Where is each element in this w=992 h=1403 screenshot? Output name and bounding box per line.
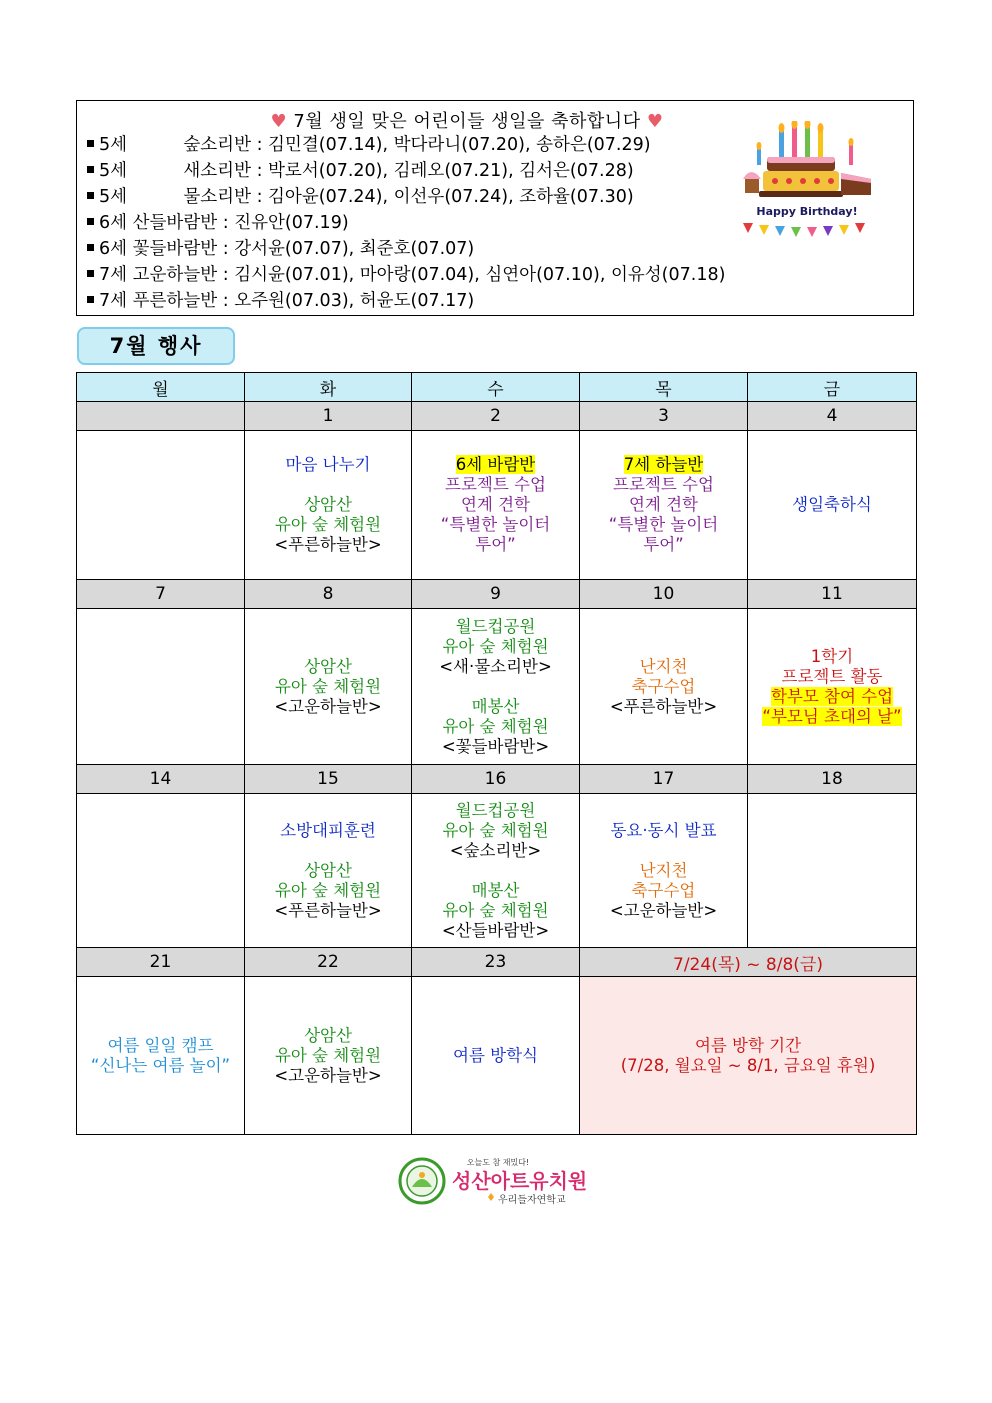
- event-text: 유아 숲 체험원: [274, 515, 382, 534]
- event-text: 프로젝트 활동: [781, 666, 883, 686]
- age: 6세: [99, 213, 128, 233]
- event-cell: [77, 609, 245, 765]
- date-row: [77, 580, 917, 609]
- section-title: 7월 행사: [77, 327, 235, 365]
- kindergarten-logo: [398, 1153, 610, 1209]
- weekday-fri: 금: [748, 373, 917, 402]
- vacation-range: 7/24(목) ~ 8/8(금): [580, 948, 917, 977]
- event-text: “부모님 초대의 날”: [762, 706, 902, 726]
- date-cell: 11: [748, 580, 917, 609]
- event-text: 상암산: [304, 1025, 352, 1045]
- event-text: 여름 방학 기간: [694, 1035, 802, 1055]
- birthday-box: [76, 100, 914, 316]
- date-cell: 10: [580, 580, 748, 609]
- event-calendar: [76, 372, 917, 1135]
- date-row: [77, 402, 917, 431]
- logo-slogan: 오늘도 참 재밌다!: [466, 1158, 530, 1167]
- event-text: 생일축하식: [792, 495, 872, 514]
- event-cell: [580, 794, 748, 948]
- event-cell: [77, 977, 245, 1135]
- event-cell: [77, 431, 245, 580]
- event-text: 6세 바람반: [455, 455, 536, 474]
- event-text: 7세 하늘반: [623, 455, 704, 474]
- class-name: 꽃들바람반: [132, 239, 218, 259]
- event-cell: [412, 794, 580, 948]
- bullet-icon: [87, 244, 94, 251]
- weekday-wed: 수: [412, 373, 580, 402]
- event-class: <숲소리반>: [449, 840, 542, 860]
- event-class: <고운하늘반>: [609, 900, 718, 920]
- event-cell: [748, 609, 917, 765]
- birthday-list: [87, 132, 725, 314]
- event-row: [77, 431, 917, 580]
- date-cell: 14: [77, 765, 245, 794]
- heart-icon: ♥: [646, 111, 664, 132]
- logo-name: 성산아트유치원: [452, 1169, 588, 1193]
- event-row: [77, 977, 917, 1135]
- weekday-mon: 월: [77, 373, 245, 402]
- date-cell: 4: [748, 402, 917, 431]
- event-cell: [412, 977, 580, 1135]
- event-class: <푸른하늘반>: [609, 696, 718, 716]
- weekday-tue: 화: [245, 373, 412, 402]
- event-text: 소방대피훈련: [280, 820, 376, 840]
- date-cell: 17: [580, 765, 748, 794]
- event-text: 투어”: [643, 535, 684, 554]
- names: 김민결(07.14), 박다라니(07.20), 송하은(07.29): [268, 135, 651, 155]
- event-text: 마음 나누기: [285, 455, 371, 474]
- event-cell: [245, 431, 412, 580]
- event-cell: [580, 609, 748, 765]
- event-text: 유아 숲 체험원: [274, 676, 382, 696]
- event-text: 연계 견학: [628, 495, 698, 514]
- event-class: <푸른하늘반>: [274, 900, 382, 920]
- event-cell: [580, 431, 748, 580]
- event-class: <고운하늘반>: [274, 1065, 382, 1085]
- logo-sub: 우리들자연학교: [498, 1195, 566, 1206]
- birthday-row: 7세 푸른하늘반 : 오주원(07.03), 허윤도(07.17): [87, 288, 725, 314]
- birthday-cake-icon: [737, 121, 877, 241]
- date-cell: 3: [580, 402, 748, 431]
- heart-icon: ♥: [270, 111, 288, 132]
- event-text: 유아 숲 체험원: [442, 636, 549, 656]
- event-text: 학부모 참여 수업: [770, 686, 894, 706]
- bullet-icon: [87, 192, 94, 199]
- event-row: [77, 794, 917, 948]
- event-text: (7/28, 월요일 ~ 8/1, 금요일 휴원): [620, 1055, 876, 1075]
- event-row: [77, 609, 917, 765]
- bullet-icon: [87, 218, 94, 225]
- names: 진유안(07.19): [234, 213, 349, 233]
- event-cell: [748, 431, 917, 580]
- birthday-row: 5세 물소리반 : 김아윤(07.24), 이선우(07.24), 조하율(07.30): [87, 184, 725, 210]
- event-text: 난지천: [639, 860, 688, 880]
- event-text: 상암산: [304, 860, 352, 880]
- class-name: 푸른하늘반: [132, 291, 218, 311]
- names: 박로서(07.20), 김레오(07.21), 김서은(07.28): [268, 161, 634, 181]
- birthday-title-text: 7월 생일 맞은 어린이들 생일을 축하합니다: [293, 111, 641, 132]
- event-cell: [245, 609, 412, 765]
- event-text: 유아 숲 체험원: [274, 1045, 382, 1065]
- birthday-row: 7세 고운하늘반 : 김시윤(07.01), 마아랑(07.04), 심연아(07.10), 이유성(07.18): [87, 262, 725, 288]
- event-class: <꽃들바람반>: [441, 736, 550, 756]
- event-cell: [412, 609, 580, 765]
- birthday-row: 6세 꽃들바람반 : 강서윤(07.07), 최준호(07.07): [87, 236, 725, 262]
- date-row: [77, 948, 917, 977]
- date-cell: 1: [245, 402, 412, 431]
- date-cell: 21: [77, 948, 245, 977]
- date-cell: 16: [412, 765, 580, 794]
- event-cell: [77, 794, 245, 948]
- event-text: “특별한 놀이터: [608, 515, 719, 534]
- date-cell: 9: [412, 580, 580, 609]
- event-text: 유아 숲 체험원: [274, 880, 382, 900]
- age: 5세: [99, 135, 128, 155]
- class-name: 숲소리반: [183, 135, 251, 155]
- event-text: 1학기: [810, 646, 854, 666]
- event-text: 유아 숲 체험원: [442, 716, 549, 736]
- event-text: 동요·동시 발표: [610, 820, 717, 840]
- event-text: 상암산: [304, 495, 352, 514]
- birthday-row: 5세 새소리반 : 박로서(07.20), 김레오(07.21), 김서은(07.28): [87, 158, 725, 184]
- event-text: 축구수업: [631, 676, 696, 696]
- names: 오주원(07.03), 허윤도(07.17): [234, 291, 475, 311]
- date-cell: 18: [748, 765, 917, 794]
- date-cell: 2: [412, 402, 580, 431]
- event-class: <고운하늘반>: [274, 696, 382, 716]
- event-text: 축구수업: [631, 880, 696, 900]
- event-text: 유아 숲 체험원: [442, 820, 549, 840]
- age: 7세: [99, 291, 128, 311]
- event-text: 프로젝트 수업: [445, 475, 546, 494]
- event-text: 프로젝트 수업: [613, 475, 714, 494]
- event-cell: [748, 794, 917, 948]
- bullet-icon: [87, 296, 94, 303]
- age: 5세: [99, 161, 128, 181]
- event-class: <푸른하늘반>: [274, 535, 382, 554]
- event-cell: [245, 977, 412, 1135]
- date-cell: 22: [245, 948, 412, 977]
- event-text: 매봉산: [471, 880, 520, 900]
- event-class: <산들바람반>: [441, 920, 550, 940]
- date-cell: 15: [245, 765, 412, 794]
- class-name: 물소리반: [183, 187, 251, 207]
- age: 7세: [99, 265, 128, 285]
- weekday-thu: 목: [580, 373, 748, 402]
- banner-text: Happy Birthday!: [756, 205, 858, 218]
- age: 5세: [99, 187, 128, 207]
- event-text: 연계 견학: [460, 495, 530, 514]
- weekday-header-row: [77, 373, 917, 402]
- event-class: <새·물소리반>: [439, 656, 552, 676]
- event-text: 여름 일일 캠프: [107, 1035, 214, 1055]
- bullet-icon: [87, 140, 94, 147]
- event-text: 유아 숲 체험원: [442, 900, 549, 920]
- event-text: 상암산: [304, 656, 352, 676]
- bullet-icon: [87, 166, 94, 173]
- event-text: 난지천: [639, 656, 688, 676]
- date-cell: 8: [245, 580, 412, 609]
- event-text: 투어”: [475, 535, 516, 554]
- event-text: 월드컵공원: [455, 800, 536, 820]
- class-name: 고운하늘반: [132, 265, 218, 285]
- event-text: 매봉산: [471, 696, 520, 716]
- vacation-cell: [580, 977, 917, 1135]
- names: 김아윤(07.24), 이선우(07.24), 조하율(07.30): [268, 187, 634, 207]
- class-name: 산들바람반: [132, 213, 218, 233]
- event-text: 여름 방학식: [453, 1045, 538, 1065]
- date-cell: 23: [412, 948, 580, 977]
- star-icon: [488, 1193, 494, 1201]
- names: 김시윤(07.01), 마아랑(07.04), 심연아(07.10), 이유성(07.18): [234, 265, 726, 285]
- age: 6세: [99, 239, 128, 259]
- date-cell: [77, 402, 245, 431]
- birthday-row: 6세 산들바람반 : 진유안(07.19): [87, 210, 725, 236]
- event-text: “특별한 놀이터: [440, 515, 551, 534]
- birthday-row: 5세 숲소리반 : 김민결(07.14), 박다라니(07.20), 송하은(07.29): [87, 132, 725, 158]
- event-cell: [245, 794, 412, 948]
- date-cell: 7: [77, 580, 245, 609]
- bullet-icon: [87, 270, 94, 277]
- class-name: 새소리반: [183, 161, 251, 181]
- names: 강서윤(07.07), 최준호(07.07): [234, 239, 475, 259]
- event-cell: [412, 431, 580, 580]
- date-row: [77, 765, 917, 794]
- event-text: “신나는 여름 놀이”: [90, 1055, 231, 1075]
- event-text: 월드컵공원: [455, 616, 536, 636]
